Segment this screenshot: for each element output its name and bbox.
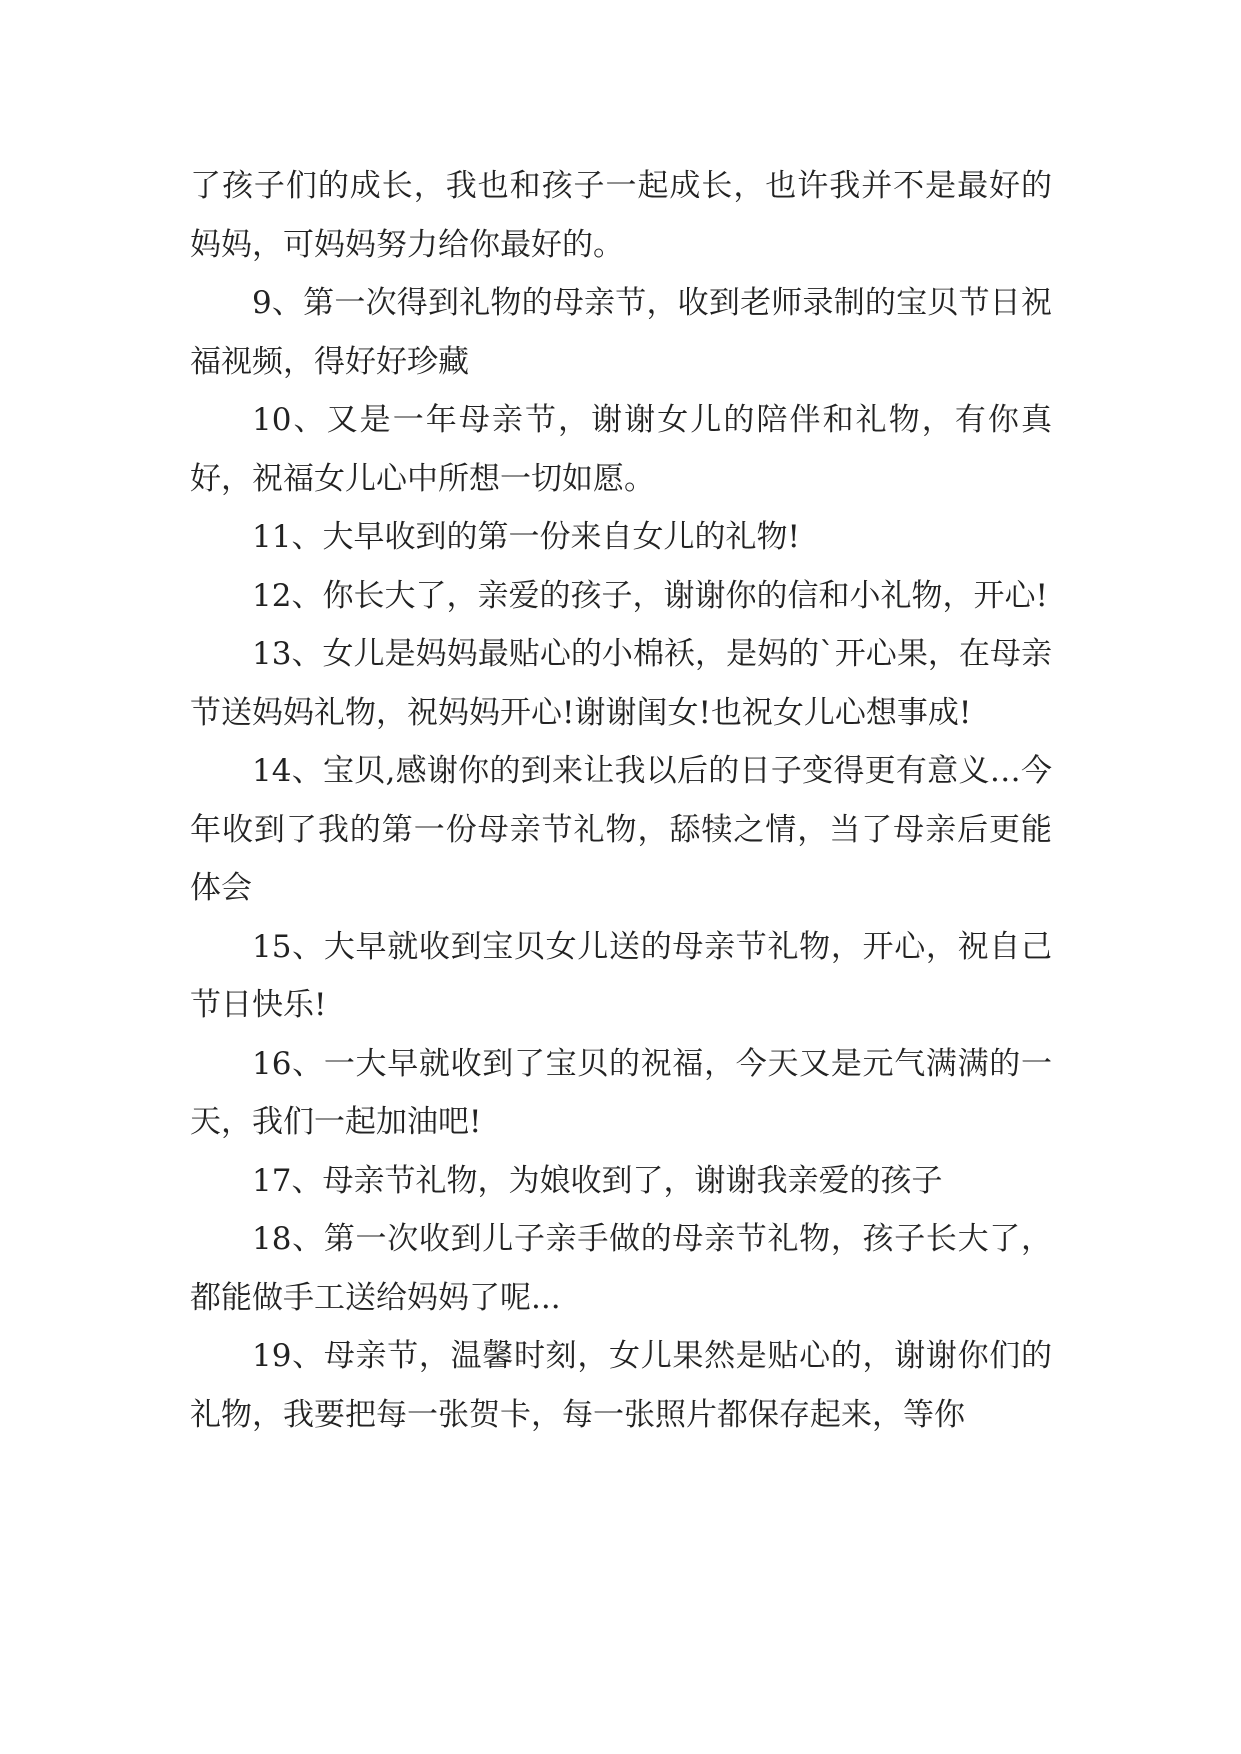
paragraph-item-13: 13、女儿是妈妈最贴心的小棉袄，是妈的`开心果，在母亲节送妈妈礼物，祝妈妈开心!谢谢闺女!也祝女儿心想事成!	[190, 636, 1052, 731]
paragraph-continuation: 了孩子们的成长，我也和孩子一起成长，也许我并不是最好的妈妈，可妈妈努力给你最好的。	[190, 168, 1052, 263]
paragraph-item-11: 11、大早收到的第一份来自女儿的礼物!	[252, 519, 800, 555]
paragraph-item-14: 14、宝贝,感谢你的到来让我以后的日子变得更有意义…今年收到了我的第一份母亲节礼物，舔犊之情，当了母亲后更能体会	[190, 753, 1052, 906]
paragraph-item-18: 18、第一次收到儿子亲手做的母亲节礼物，孩子长大了，都能做手工送给妈妈了呢...	[190, 1221, 1052, 1316]
paragraph-item-17: 17、母亲节礼物，为娘收到了，谢谢我亲爱的孩子	[252, 1162, 943, 1199]
paragraph-item-12: 12、你长大了，亲爱的孩子，谢谢你的信和小礼物，开心!	[252, 577, 1048, 614]
paragraph-item-15: 15、大早就收到宝贝女儿送的母亲节礼物，开心，祝自己节日快乐!	[190, 928, 1052, 1023]
paragraph-item-10: 10、又是一年母亲节，谢谢女儿的陪伴和礼物，有你真好，祝福女儿心中所想一切如愿。	[190, 402, 1052, 497]
document-body	[190, 157, 1052, 1444]
paragraph-item-16: 16、一大早就收到了宝贝的祝福，今天又是元气满满的一天，我们一起加油吧!	[190, 1045, 1052, 1140]
paragraph-item-9: 9、第一次得到礼物的母亲节，收到老师录制的宝贝节日祝福视频，得好好珍藏	[190, 285, 1052, 380]
paragraph-item-19: 19、母亲节，温馨时刻，女儿果然是贴心的，谢谢你们的礼物，我要把每一张贺卡，每一张照片都保存起来，等你	[190, 1338, 1052, 1433]
